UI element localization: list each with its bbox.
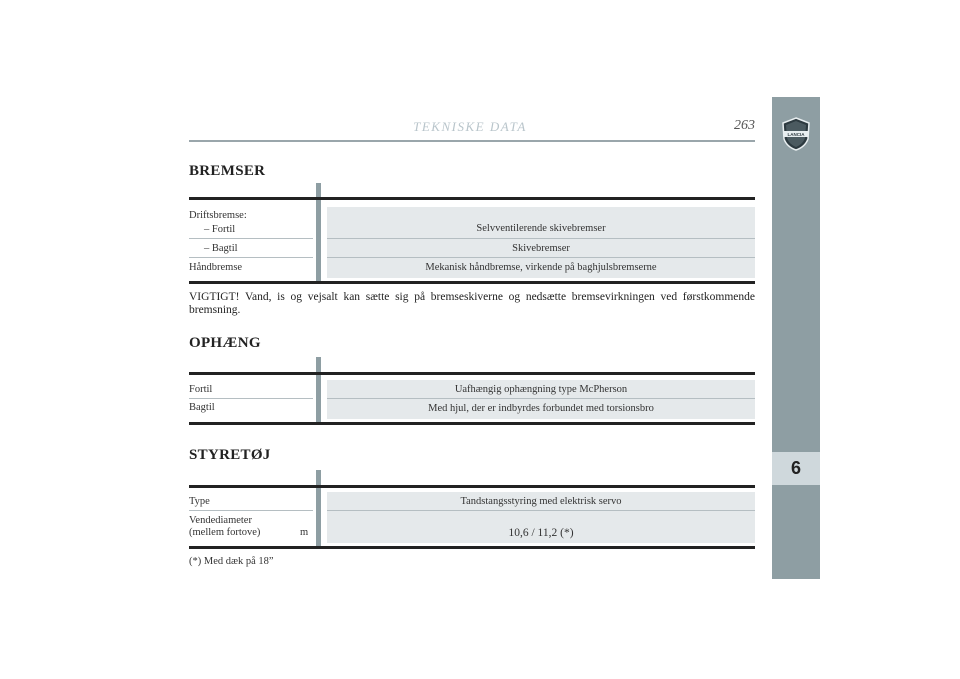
- steering-label-turning-1: Vendediameter: [189, 515, 252, 526]
- steering-table-top-rule: [189, 485, 755, 488]
- chapter-sidebar: [772, 97, 820, 579]
- brakes-warning-note: VIGTIGT! Vand, is og vejsalt kan sætte sig på bremseskiverne og nedsætte bremsevirkningen ved førstkommende bremsning.: [189, 291, 755, 316]
- header-title: TEKNISKE DATA: [413, 119, 527, 134]
- brakes-value-front: Selvventilerende skivebremser: [327, 207, 755, 238]
- suspension-label-rear: Bagtil: [189, 402, 215, 413]
- brakes-value-rear: Skivebremser: [327, 239, 755, 257]
- brakes-title: BREMSER: [189, 163, 266, 179]
- steering-label-sep: [189, 510, 313, 511]
- header-rule: [189, 140, 755, 142]
- brakes-label-parking: Håndbremse: [189, 262, 243, 273]
- steering-footnote: (*) Med dæk på 18”: [189, 556, 274, 567]
- brakes-table-bottom-rule: [189, 281, 755, 284]
- lancia-logo-icon: [781, 117, 811, 151]
- suspension-table-top-rule: [189, 372, 755, 375]
- brakes-table-top-rule: [189, 197, 755, 200]
- brakes-label-service: Driftsbremse:: [189, 210, 247, 221]
- page-number: 263: [734, 118, 755, 133]
- suspension-value-front: Uafhængig ophængning type McPherson: [327, 380, 755, 398]
- suspension-label-front: Fortil: [189, 384, 213, 395]
- steering-label-unit: m: [300, 527, 309, 538]
- suspension-table-bottom-rule: [189, 422, 755, 425]
- suspension-title: OPHÆNG: [189, 335, 261, 351]
- chapter-number: 6: [772, 452, 820, 485]
- logo-text: LANCIA: [787, 132, 805, 137]
- suspension-value-rear: Med hjul, der er indbyrdes forbundet med torsionsbro: [327, 399, 755, 419]
- steering-value-type: Tandstangsstyring med elektrisk servo: [327, 492, 755, 510]
- brakes-label-sep-2: [189, 257, 313, 258]
- suspension-table-bar: [316, 357, 321, 423]
- steering-table-bottom-rule: [189, 546, 755, 549]
- brakes-value-parking: Mekanisk håndbremse, virkende på baghjulsbremserne: [327, 258, 755, 278]
- steering-title: STYRETØJ: [189, 447, 271, 463]
- brakes-label-rear: – Bagtil: [204, 243, 238, 254]
- suspension-label-sep: [189, 398, 313, 399]
- brakes-label-front: – Fortil: [204, 224, 236, 235]
- steering-value-turning: 10,6 / 11,2 (*): [327, 511, 755, 543]
- steering-label-turning-2: (mellem fortove): [189, 527, 261, 538]
- steering-table-bar: [316, 470, 321, 548]
- steering-label-type: Type: [189, 496, 210, 507]
- brakes-label-sep-1: [189, 238, 313, 239]
